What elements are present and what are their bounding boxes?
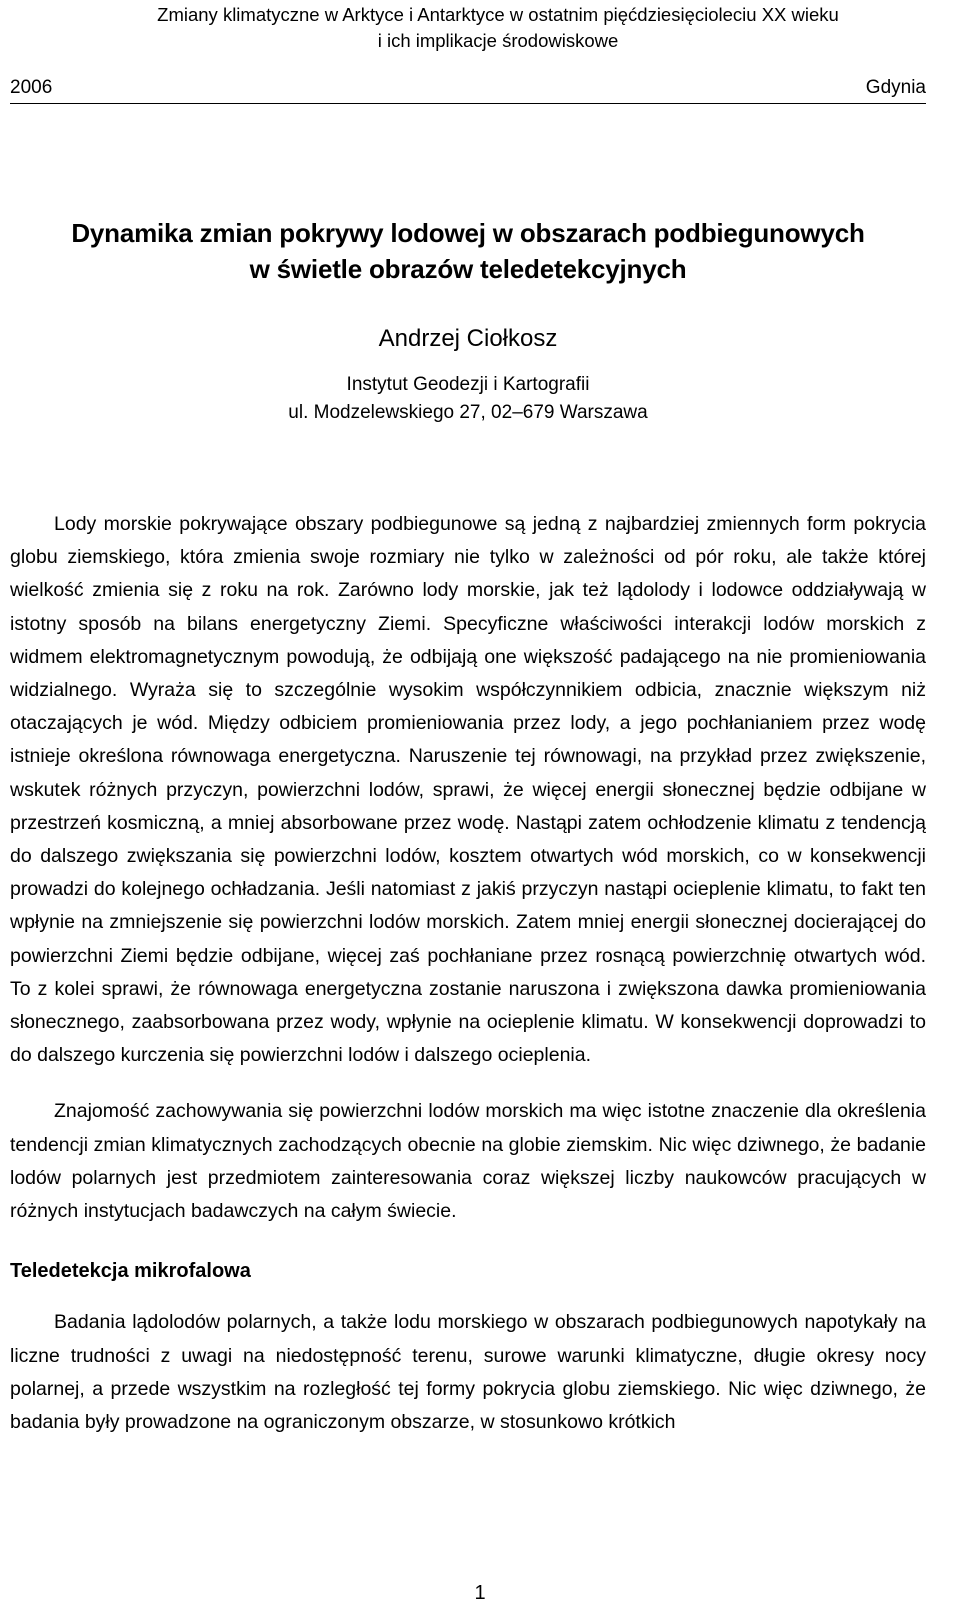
author-affiliation	[10, 371, 926, 427]
article-title-line1: Dynamika zmian pokrywy lodowej w obszarach podbiegunowych	[71, 218, 865, 248]
series-title-line2: i ich implikacje środowiskowe	[377, 30, 619, 51]
author-name: Andrzej Ciołkosz	[378, 325, 558, 352]
article-title-line2: w świetle obrazów teledetekcyjnych	[249, 254, 687, 284]
page-number: 1	[474, 1582, 486, 1604]
body-paragraph: Lody morskie pokrywające obszary podbiegunowe są jedną z najbardziej zmiennych form pokrycia globu ziemskiego, która zmienia swoje rozmiary nie tylko w zależności od pór roku, ale także której wielkość zmienia się z roku na rok. Zarówno lody morskie, jak też lądolody i lodowce oddziaływają w istotny sposób na bilans energetyczny Ziemi. Specyficzne właściwości interakcji lodów morskich z widmem elektromagnetycznym powodują, że odbijają one większość padającego na nie promieniowania widzialnego. Wyraża się to szczególnie wysokim współczynnikiem odbicia, znacznie większym niż otaczających je wód. Między odbiciem promieniowania przez lody, a jego pochłanianiem przez wodę istnieje określona równowaga energetyczna. Naruszenie tej równowagi, na przykład przez zwiększenie, wskutek różnych przyczyn, powierzchni lodów, sprawi, że więcej energii słonecznej będzie odbijane w przestrzeń kosmiczną, a mniej absorbowane przez wodę. Nastąpi zatem ochłodzenie klimatu z tendencją do dalszego zwiększania się powierzchni lodów, kosztem otwartych wód morskich, co w konsekwencji prowadzi do kolejnego ochładzania. Jeśli natomiast z jakiś przyczyn nastąpi ocieplenie klimatu, to fakt ten wpłynie na zmniejszenie się powierzchni lodów morskich. Zatem mniej energii słonecznej docierającej do powierzchni Ziemi będzie odbijane, więcej zaś pochłaniane przez rosnącą powierzchnię otwartych wód. To z kolei sprawi, że równowaga energetyczna zostanie naruszona i zwiększona dawka promieniowania słonecznego, zaabsorbowana przez wody, wpłynie na ocieplenie klimatu. W konsekwencji doprowadzi to do dalszego kurczenia się powierzchni lodów i dalszego ocieplenia.	[10, 513, 926, 1067]
publication-year: 2006	[10, 77, 53, 98]
publication-meta	[10, 77, 926, 104]
section-heading: Teledetekcja mikrofalowa	[10, 1260, 251, 1283]
body-paragraph: Badania lądolodów polarnych, a także lodu morskiego w obszarach podbiegunowych napotykały na liczne trudności z uwagi na niedostępność terenu, surowe warunki klimatyczne, długie okresy nocy polarnej, a przede wszystkim na rozległość tej formy pokrycia globu ziemskiego. Nic więc dziwnego, że badania były prowadzone na ograniczonym obszarze, w stosunkowo krótkich	[10, 1311, 926, 1434]
article-title	[10, 215, 926, 287]
publication-city: Gdynia	[865, 77, 926, 98]
body-paragraph: Znajomość zachowywania się powierzchni lodów morskich ma więc istotne znaczenie dla określenia tendencji zmian klimatycznych zachodzących obecnie na globie ziemskim. Nic więc dziwnego, że badanie lodów polarnych jest przedmiotem zainteresowania coraz większej liczby naukowców pracujących w różnych instytucjach badawczych na całym świecie.	[10, 1100, 926, 1223]
series-title-line1: Zmiany klimatyczne w Arktyce i Antarktyce w ostatnim pięćdziesięcioleciu XX wieku	[157, 4, 839, 25]
institute-address: ul. Modzelewskiego 27, 02–679 Warszawa	[288, 402, 648, 423]
series-title	[100, 0, 896, 54]
article-body	[10, 508, 926, 1439]
institute-name: Instytut Geodezji i Kartografii	[346, 374, 590, 395]
